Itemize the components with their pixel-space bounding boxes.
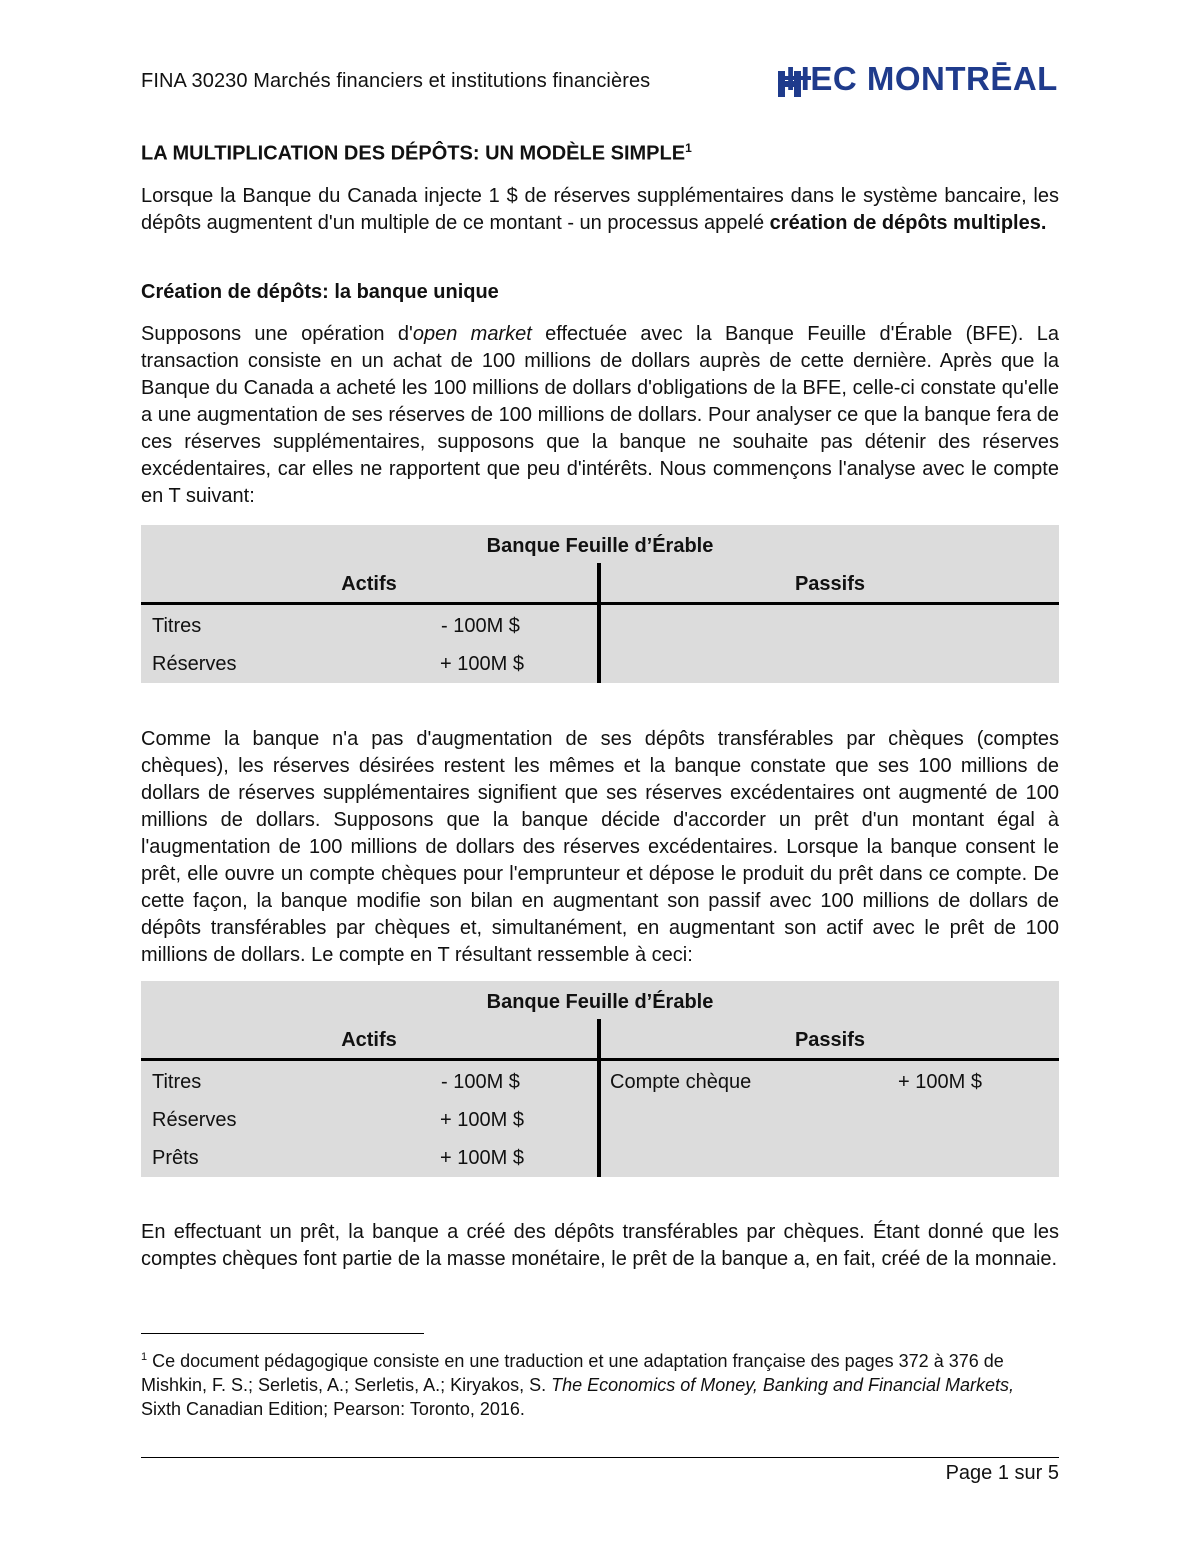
footnote-mark: 1 xyxy=(141,1351,148,1363)
t-account-title: Banque Feuille d’Érable xyxy=(486,991,714,1013)
asset-label: Titres xyxy=(152,615,202,637)
para1-text-rest: effectuée avec la Banque Feuille d'Érable (BFE). La transaction consiste en un achat de 100 millions de dollars auprès de cette dernière. Après que la Banque du Canada a acheté les 100 millions de dollars d'obligations de la BFE, celle-ci constate qu'elle a une augmentation de ses réserves de 100 millions de dollars. Pour analyser ce que la banque fera de ces réserves supplémentaires, supposons que la banque ne souhaite pas détenir des réserves excédentaires, car elles ne rapportent que peu d'intérêts. Nous commençons l'analyse avec le compte en T suivant: xyxy=(141,323,1059,507)
hec-montreal-logo xyxy=(778,58,1058,97)
intro-paragraph xyxy=(141,183,1059,237)
assets-header: Actifs xyxy=(341,573,397,595)
paragraph-1 xyxy=(141,321,1059,510)
intro-bold-term: création de dépôts multiples. xyxy=(769,212,1047,234)
footer-separator xyxy=(141,1457,1059,1458)
liabilities-header: Passifs xyxy=(794,573,866,595)
footnote xyxy=(141,1345,1059,1421)
t-account-vertical-rule xyxy=(597,1019,601,1177)
intro-text: Lorsque la Banque du Canada injecte 1 $ de réserves supplémentaires dans le système bancaire, les dépôts augmentent d'un multiple de ce montant - un processus appelé xyxy=(141,185,1059,234)
document-title xyxy=(141,141,692,166)
footnote-separator xyxy=(141,1333,424,1334)
asset-value: + 100M $ xyxy=(440,1147,524,1169)
liabilities-header: Passifs xyxy=(794,1029,866,1051)
asset-label: Titres xyxy=(152,1071,202,1093)
t-account-vertical-rule xyxy=(597,563,601,683)
title-text: LA MULTIPLICATION DES DÉPÔTS: UN MODÈLE SIMPLE xyxy=(141,142,686,165)
page-number: Page 1 sur 5 xyxy=(945,1462,1059,1484)
asset-value: + 100M $ xyxy=(440,1109,524,1131)
course-header: FINA 30230 Marchés financiers et institutions financières xyxy=(141,70,651,92)
logo-text: HEC MONTRĒAL xyxy=(786,60,1058,97)
para1-text-start: Supposons une opération d' xyxy=(141,323,413,345)
asset-label: Prêts xyxy=(152,1147,199,1169)
footnote-text-start: Ce document pédagogique consiste en une traduction et une adaptation française des pages 372 à 376 de Mishkin, F. S.; Serletis, A.; Serletis, A.; Kiryakos, S. xyxy=(141,1351,1004,1395)
paragraph-3: En effectuant un prêt, la banque a créé des dépôts transférables par chèques. Étant donné que les comptes chèques font partie de la masse monétaire, le prêt de la banque a, en fait, créé de la monnaie. xyxy=(141,1221,1059,1270)
liability-label: Compte chèque xyxy=(610,1071,752,1093)
paragraph-2: Comme la banque n'a pas d'augmentation de ses dépôts transférables par chèques (comptes chèques), les réserves désirées restent les mêmes et la banque constate que ses 100 millions de dollars de réserves supplémentaires signifient que ses réserves excédentaires ont augmenté de 100 millions de dollars. Supposons que la banque décide d'accorder un prêt d'un montant égal à l'augmentation de 100 millions de dollars des réserves excédentaires. Lorsque la banque consent le prêt, elle ouvre un compte chèques pour l'emprunteur et dépose le produit du prêt dans ce compte. De cette façon, la banque modifie son bilan en augmentant son passif avec 100 millions de dollars de dépôts transférables par chèques et, simultanément, en augmentant son actif avec le prêt de 100 millions de dollars. Le compte en T résultant ressemble à ceci: xyxy=(141,728,1059,966)
para1-italic-term: open market xyxy=(412,323,532,345)
asset-value: - 100M $ xyxy=(441,1071,520,1093)
t-account-1 xyxy=(141,525,1059,683)
asset-label: Réserves xyxy=(152,653,237,675)
asset-label: Réserves xyxy=(152,1109,237,1131)
section-heading: Création de dépôts: la banque unique xyxy=(141,281,499,303)
asset-value: + 100M $ xyxy=(440,653,524,675)
t-account-2 xyxy=(141,981,1059,1177)
asset-value: - 100M $ xyxy=(441,615,520,637)
liability-value: + 100M $ xyxy=(898,1071,982,1093)
assets-header: Actifs xyxy=(341,1029,397,1051)
footnote-text-rest: Sixth Canadian Edition; Pearson: Toronto, 2016. xyxy=(141,1399,525,1419)
footnote-book-title: The Economics of Money, Banking and Financial Markets, xyxy=(551,1375,1015,1395)
title-footnote-mark: 1 xyxy=(685,141,692,155)
t-account-title: Banque Feuille d’Érable xyxy=(486,535,714,557)
